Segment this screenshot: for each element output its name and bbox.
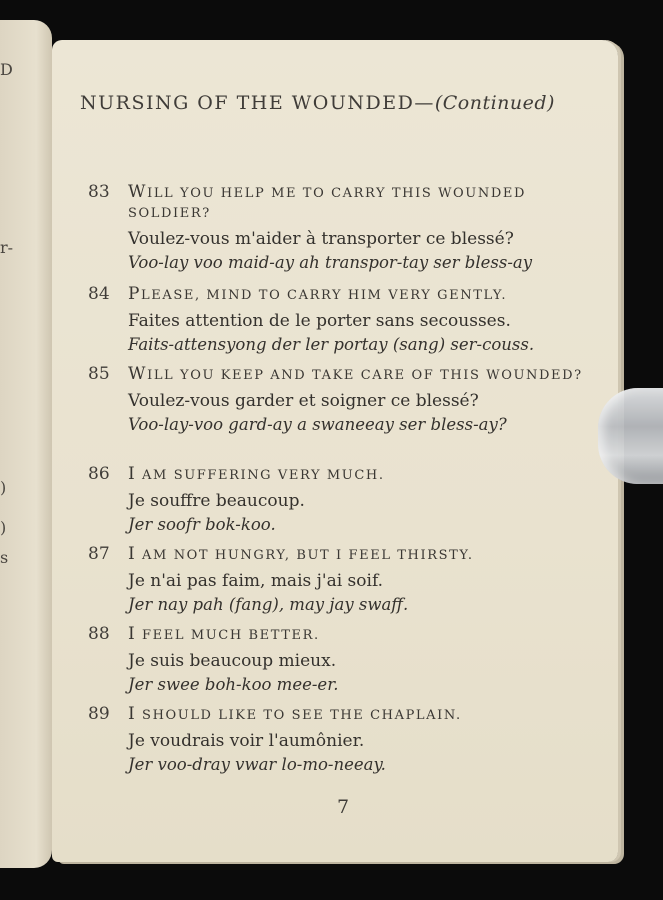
left-page-fragment: D <box>0 60 13 79</box>
entry-pronunciation: Voo-lay-voo gard-ay a swaneeay ser bless-ay? <box>128 415 507 434</box>
entry-english: PLEASE, MIND TO CARRY HIM VERY GENTLY. <box>128 284 508 304</box>
entry-english: I AM SUFFERING VERY MUCH. <box>128 464 385 484</box>
page-number: 7 <box>337 796 350 818</box>
entry-french: Voulez-vous m'aider à transporter ce blessé? <box>128 229 514 249</box>
entry-pronunciation: Jer nay pah (fang), may jay swaff. <box>128 595 409 614</box>
entry-pronunciation: Voo-lay voo maid-ay ah transpor-tay ser bless-ay <box>128 253 533 272</box>
entry-pronunciation: Faits-attensyong der ler portay (sang) ser-couss. <box>128 335 535 354</box>
entry-french: Faites attention de le porter sans secousses. <box>128 311 511 331</box>
entry-french: Je souffre beaucoup. <box>128 491 305 511</box>
page-header <box>80 92 560 114</box>
entry-number: 86 <box>88 464 110 484</box>
entry-english: I AM NOT HUNGRY, BUT I FEEL THIRSTY. <box>128 544 474 564</box>
left-page-fragment: ) <box>0 478 7 497</box>
entry-pronunciation: Jer voo-dray vwar lo-mo-neeay. <box>128 755 386 774</box>
entry-french: Je voudrais voir l'aumônier. <box>128 731 365 751</box>
phrase-entry <box>88 704 608 776</box>
entry-english: I SHOULD LIKE TO SEE THE CHAPLAIN. <box>128 704 462 724</box>
entry-number: 87 <box>88 544 110 564</box>
left-page-fragment: s <box>0 548 9 567</box>
entry-english: WILL YOU HELP ME TO CARRY THIS WOUNDED SOLDIER? <box>128 182 526 221</box>
left-page-fragment: r- <box>0 238 14 257</box>
phrase-entry <box>88 364 608 436</box>
entry-pronunciation: Jer swee boh-koo mee-er. <box>128 675 339 694</box>
entry-french: Je n'ai pas faim, mais j'ai soif. <box>128 571 384 591</box>
phrase-entry <box>88 284 608 356</box>
entry-french: Voulez-vous garder et soigner ce blessé? <box>128 391 479 411</box>
header-title: NURSING OF THE WOUNDED— <box>80 92 435 114</box>
left-page-fragment: ) <box>0 518 7 537</box>
entry-number: 84 <box>88 284 110 304</box>
entry-pronunciation: Jer soofr bok-koo. <box>128 515 276 534</box>
phrase-entry <box>88 544 608 616</box>
entry-number: 85 <box>88 364 110 384</box>
left-page-edge <box>0 20 52 868</box>
header-continued: (Continued) <box>434 92 555 114</box>
entry-number: 83 <box>88 182 110 202</box>
phrase-entry <box>88 624 608 696</box>
entry-number: 88 <box>88 624 110 644</box>
entry-english: WILL YOU KEEP AND TAKE CARE OF THIS WOUNDED? <box>128 364 583 384</box>
entry-english: I FEEL MUCH BETTER. <box>128 624 320 644</box>
phrase-entry <box>88 464 608 536</box>
entry-french: Je suis beaucoup mieux. <box>128 651 337 671</box>
entry-number: 89 <box>88 704 110 724</box>
phrase-entry <box>88 182 608 274</box>
